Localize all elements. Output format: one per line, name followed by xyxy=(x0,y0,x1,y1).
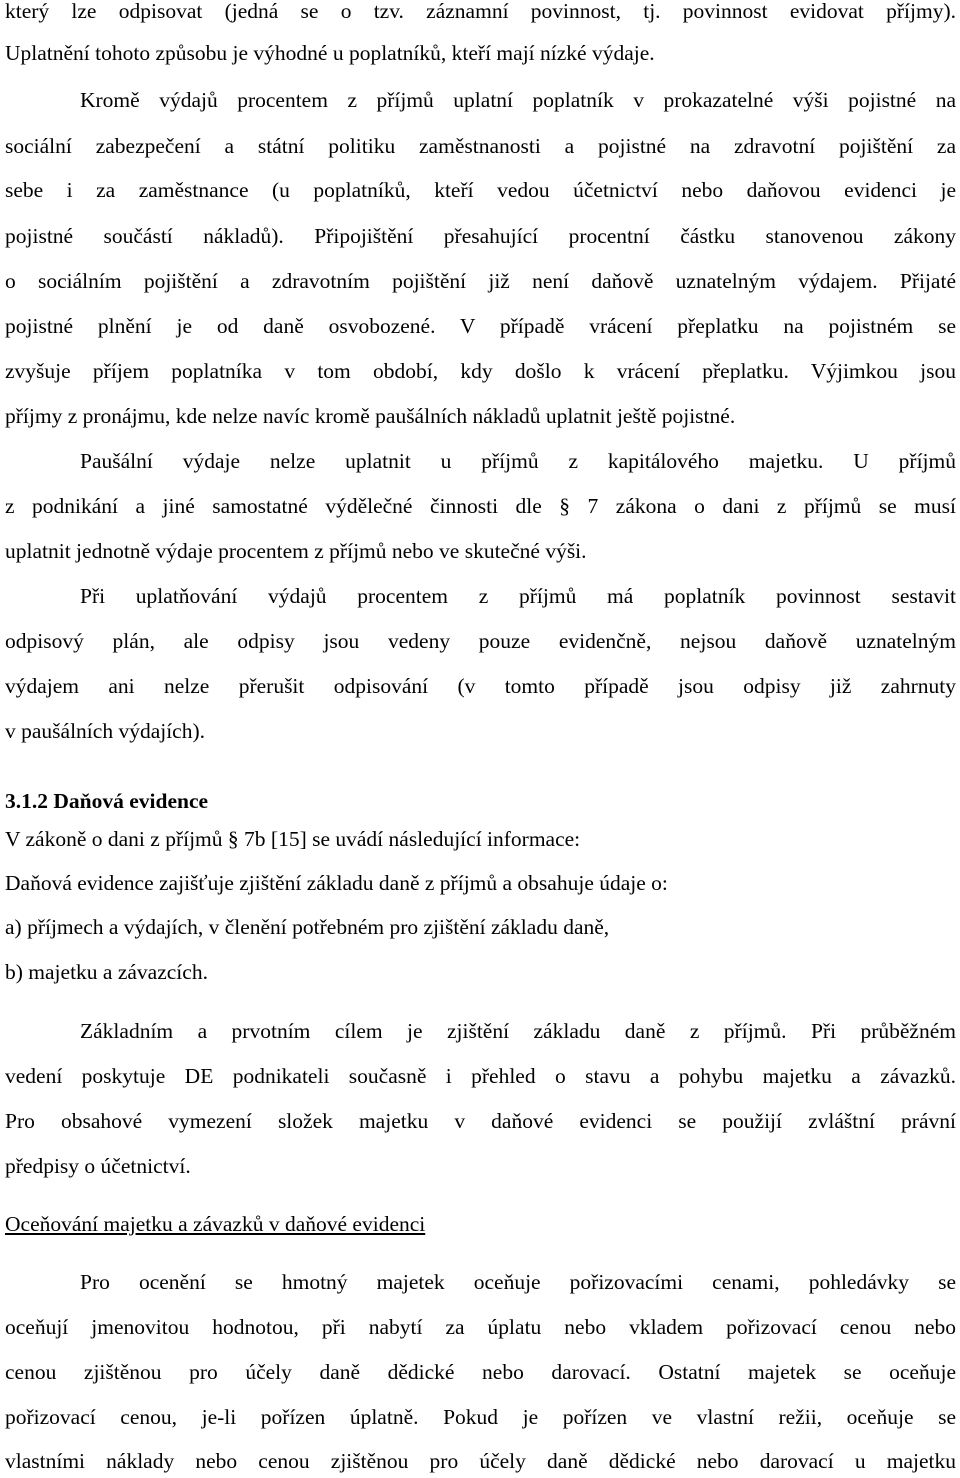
subsection-title: Oceňování majetku a závazků v daňové evidenci xyxy=(5,1212,426,1236)
paragraph-line: vedení poskytuje DE podnikateli současně i přehled o stavu a pohybu majetku a závazků. xyxy=(5,1064,956,1088)
section-heading: 3.1.2 Daňová evidence xyxy=(5,789,209,813)
paragraph-line: pojistné součástí nákladů). Připojištění přesahující procentní částku stanovenou zákony xyxy=(5,224,956,248)
paragraph-line: vlastními náklady nebo cenou zjištěnou pro účely daně dědické nebo darovací u majetku xyxy=(5,1449,956,1473)
paragraph-line: v paušálních výdajích). xyxy=(5,719,206,743)
paragraph-line: z podnikání a jiné samostatné výdělečné činnosti dle § 7 zákona o dani z příjmů se musí xyxy=(5,494,956,518)
paragraph-line: oceňují jmenovitou hodnotou, při nabytí za úplatu nebo vkladem pořizovací cenou nebo xyxy=(5,1315,956,1339)
paragraph-line: pořizovací cenou, je-li pořízen úplatně. Pokud je pořízen ve vlastní režii, oceňuje se xyxy=(5,1405,956,1429)
paragraph-line: Pro obsahové vymezení složek majetku v daňové evidenci se použijí zvláštní právní xyxy=(5,1109,956,1133)
paragraph-line: sebe i za zaměstnance (u poplatníků, kteří vedou účetnictví nebo daňovou evidenci je xyxy=(5,178,956,202)
paragraph-line: Pro ocenění se hmotný majetek oceňuje pořizovacími cenami, pohledávky se xyxy=(80,1270,956,1294)
paragraph-line: Kromě výdajů procentem z příjmů uplatní poplatník v prokazatelné výši pojistné na xyxy=(80,88,956,112)
paragraph-line: odpisový plán, ale odpisy jsou vedeny pouze evidenčně, nejsou daňově uznatelným xyxy=(5,629,956,653)
paragraph-line: Daňová evidence zajišťuje zjištění základu daně z příjmů a obsahuje údaje o: xyxy=(5,871,668,895)
paragraph-line: výdajem ani nelze přerušit odpisování (v tomto případě jsou odpisy již zahrnuty xyxy=(5,674,956,698)
paragraph-line: Uplatnění tohoto způsobu je výhodné u poplatníků, kteří mají nízké výdaje. xyxy=(5,41,655,65)
paragraph-line: který lze odpisovat (jedná se o tzv. záznamní povinnost, tj. povinnost evidovat příjmy). xyxy=(5,0,956,23)
paragraph-line: V zákoně o dani z příjmů § 7b [15] se uvádí následující informace: xyxy=(5,827,581,851)
paragraph-line: cenou zjištěnou pro účely daně dědické nebo darovací. Ostatní majetek se oceňuje xyxy=(5,1360,956,1384)
paragraph-line: Paušální výdaje nelze uplatnit u příjmů z kapitálového majetku. U příjmů xyxy=(80,449,956,473)
paragraph-line: zvyšuje příjem poplatníka v tom období, kdy došlo k vrácení přeplatku. Výjimkou jsou xyxy=(5,359,956,383)
list-item: b) majetku a závazcích. xyxy=(5,960,208,984)
paragraph-line: uplatnit jednotně výdaje procentem z příjmů nebo ve skutečné výši. xyxy=(5,539,587,563)
paragraph-line: sociální zabezpečení a státní politiku zaměstnanosti a pojistné na zdravotní pojištění za xyxy=(5,134,956,158)
paragraph-line: předpisy o účetnictví. xyxy=(5,1154,191,1178)
paragraph-line: pojistné plnění je od daně osvobozené. V případě vrácení přeplatku na pojistném se xyxy=(5,314,956,338)
paragraph-line: Základním a prvotním cílem je zjištění základu daně z příjmů. Při průběžném xyxy=(80,1019,956,1043)
paragraph-line: o sociálním pojištění a zdravotním pojištění již není daňově uznatelným výdajem. Přijaté xyxy=(5,269,956,293)
paragraph-line: Při uplatňování výdajů procentem z příjmů má poplatník povinnost sestavit xyxy=(80,584,956,608)
paragraph-line: příjmy z pronájmu, kde nelze navíc kromě paušálních nákladů uplatnit ještě pojistné. xyxy=(5,404,736,428)
list-item: a) příjmech a výdajích, v členění potřebném pro zjištění základu daně, xyxy=(5,915,610,939)
